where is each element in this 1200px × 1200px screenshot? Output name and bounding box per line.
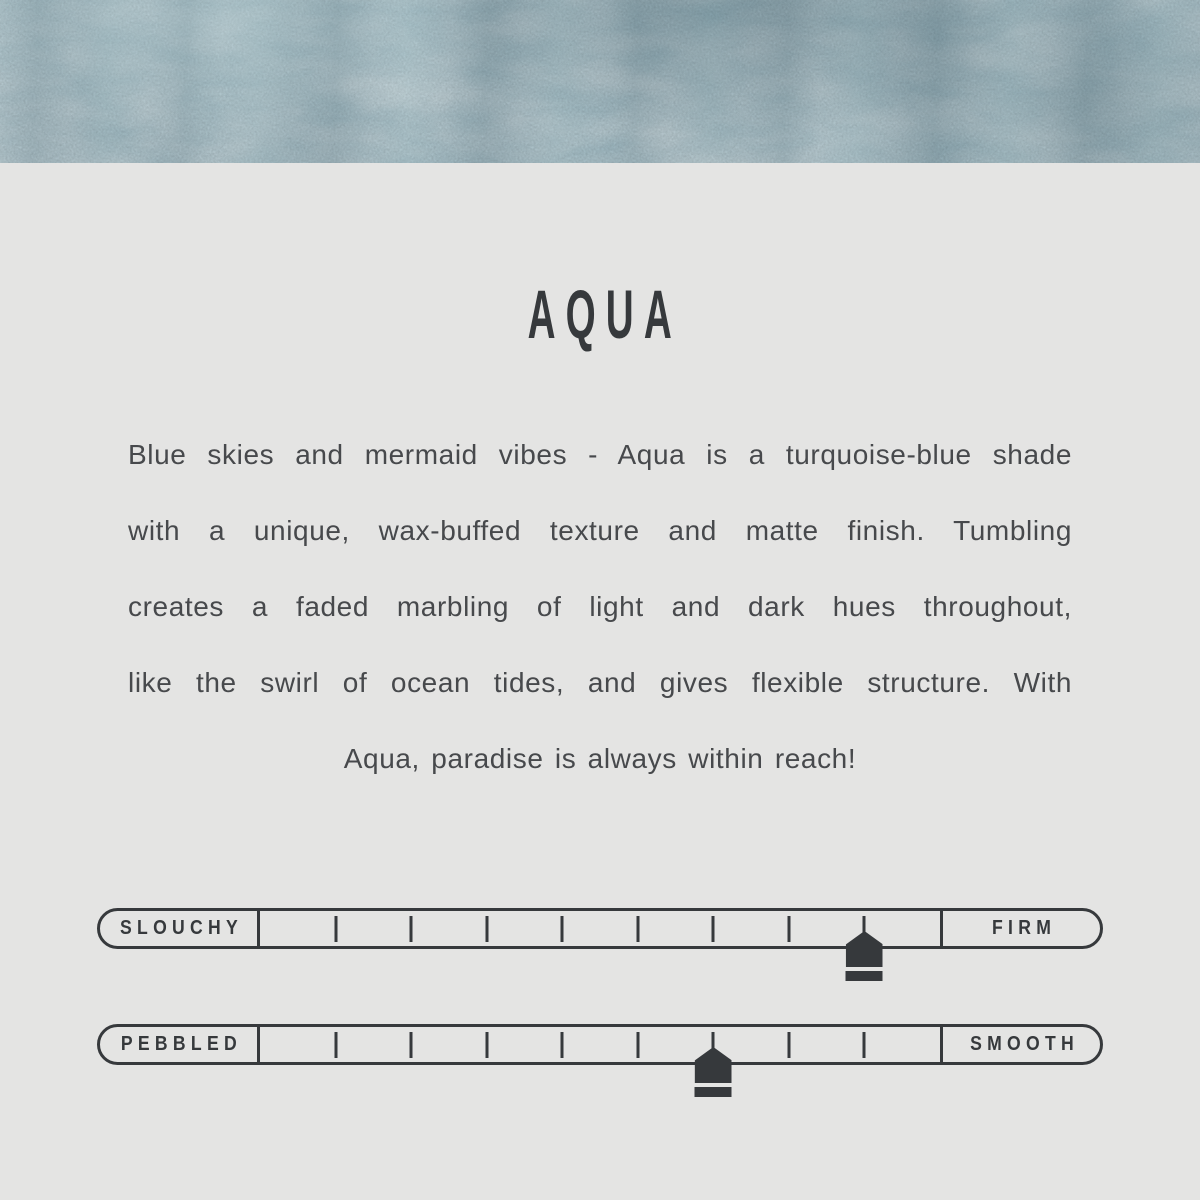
structure-scale-ticks (260, 911, 940, 946)
description-line: Aqua, paradise is always within reach! (343, 743, 857, 774)
description-line: creates a faded marbling of light and dark hues throughout, (128, 591, 1072, 622)
texture-scale (97, 1024, 1103, 1065)
smooth-label: SMOOTH (969, 1033, 1079, 1055)
scale-tick (561, 916, 564, 942)
pebbled-label: PEBBLED (120, 1033, 242, 1055)
spec-scales (97, 908, 1103, 1065)
description-line: like the swirl of ocean tides, and gives flexible structure. With (128, 667, 1072, 698)
texture-scale-ticks (260, 1027, 940, 1062)
texture-scale-left-cap (100, 1027, 260, 1062)
structure-scale (97, 908, 1103, 949)
scale-tick (787, 916, 790, 942)
leather-shading-overlay (0, 0, 1200, 163)
structure-scale-right-cap (940, 911, 1100, 946)
color-description (128, 417, 1072, 797)
scale-tick (712, 916, 715, 942)
scale-tick (636, 916, 639, 942)
page-title: AQUA (527, 275, 683, 353)
marker-base-bar (695, 1087, 732, 1097)
scale-tick (561, 1032, 564, 1058)
scale-tick (410, 916, 413, 942)
scale-tick (863, 1032, 866, 1058)
description-line: Blue skies and mermaid vibes - Aqua is a turquoise-blue shade (128, 439, 1072, 470)
scale-tick (410, 1032, 413, 1058)
description-line: with a unique, wax-buffed texture and matte finish. Tumbling (128, 515, 1072, 546)
scale-tick (334, 1032, 337, 1058)
leather-texture-banner (0, 0, 1200, 163)
scale-tick (334, 916, 337, 942)
scale-tick (485, 1032, 488, 1058)
scale-tick (863, 916, 866, 942)
structure-scale-track (97, 908, 1103, 949)
texture-scale-right-cap (940, 1027, 1100, 1062)
texture-scale-track (97, 1024, 1103, 1065)
firm-label: FIRM (992, 917, 1057, 939)
scale-tick (712, 1032, 715, 1058)
marker-base-bar (846, 971, 883, 981)
slouchy-label: SLOUCHY (119, 917, 243, 939)
scale-tick (636, 1032, 639, 1058)
structure-scale-left-cap (100, 911, 260, 946)
scale-tick (787, 1032, 790, 1058)
scale-tick (485, 916, 488, 942)
